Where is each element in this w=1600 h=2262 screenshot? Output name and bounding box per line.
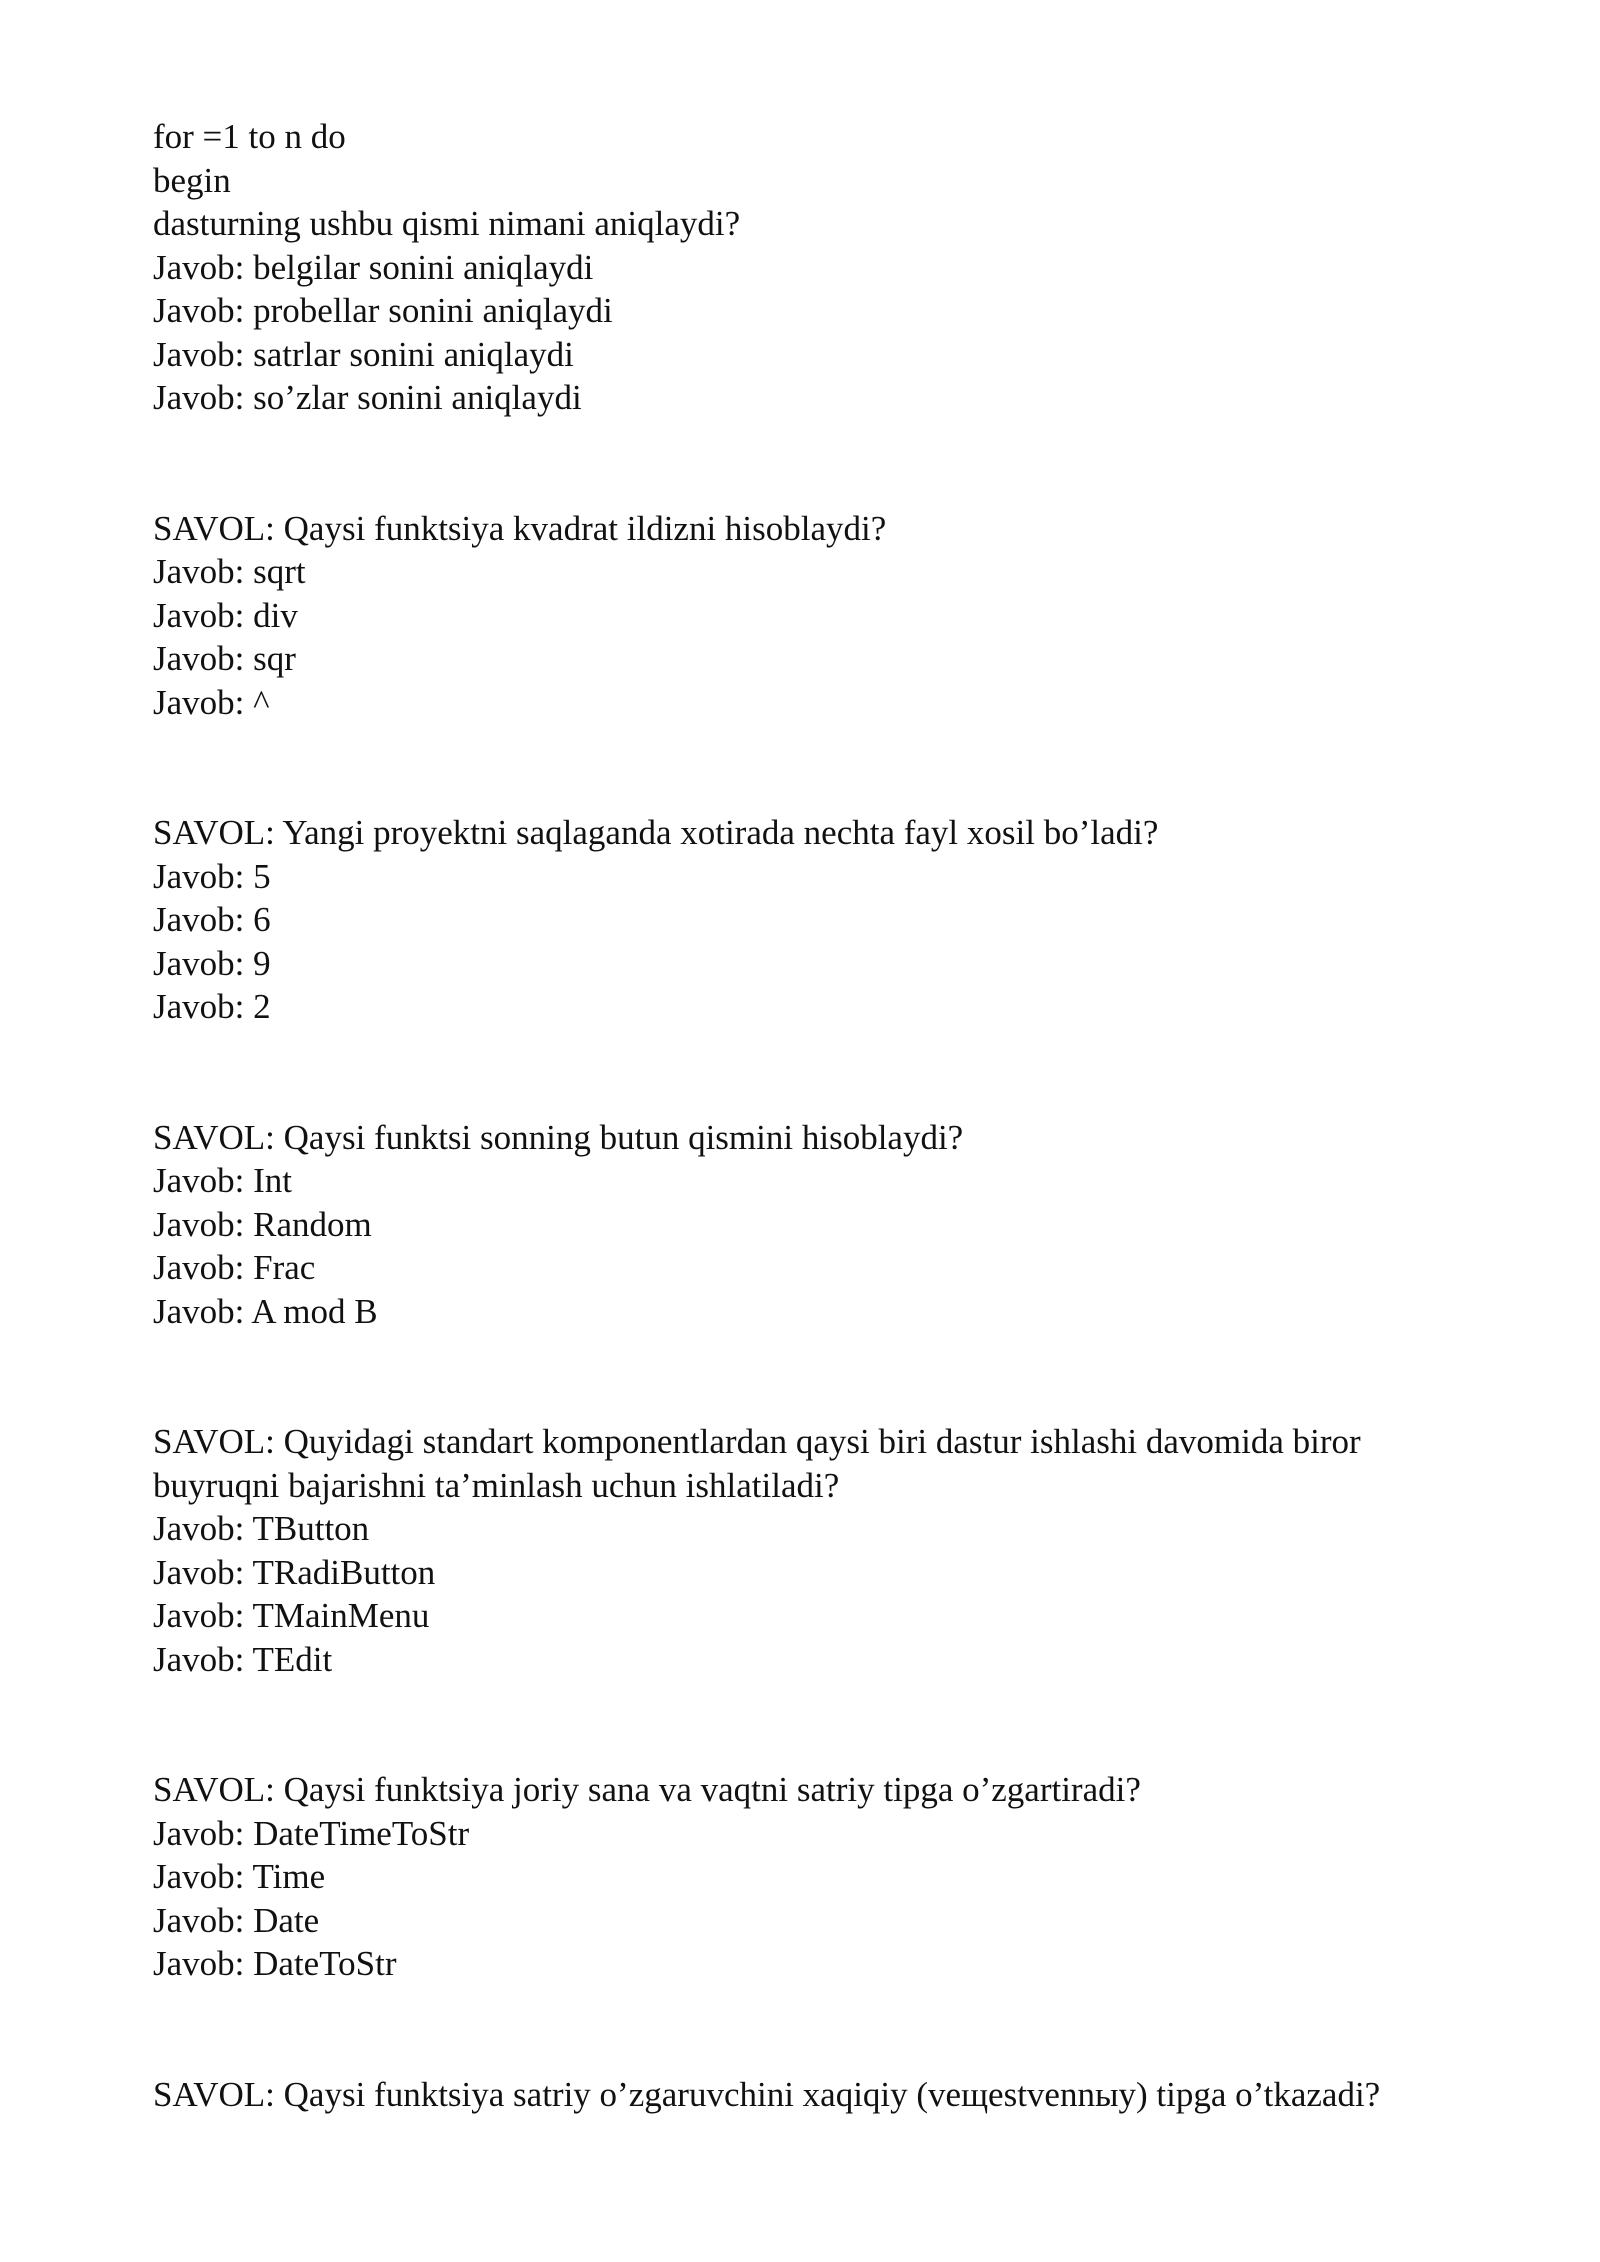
question-block: [153, 507, 1473, 725]
answer-option: Javob: ^: [153, 682, 270, 722]
answer-option: Javob: 5: [153, 856, 271, 896]
answer-option: Javob: TButton: [153, 1509, 370, 1548]
question-text: SAVOL: Qaysi funktsiya kvadrat ildizni hisoblaydi?: [153, 508, 887, 548]
answer-option: Javob: sqrt: [153, 552, 306, 591]
question-text: SAVOL: Qaysi funktsi sonning butun qismini hisoblaydi?: [153, 1117, 964, 1157]
question-block: [153, 1768, 1473, 1986]
answer-option: Javob: Random: [153, 1204, 372, 1244]
answer-option: Javob: sqr: [153, 639, 296, 678]
answer-option: Javob: DateTimeToStr: [153, 1813, 470, 1853]
question-text: SAVOL: Yangi proyektni saqlaganda xotirada nechta fayl xosil bo’ladi?: [153, 813, 1159, 852]
answer-option: Javob: Time: [153, 1857, 326, 1896]
document-body: [153, 115, 1473, 2116]
answer-option: Javob: belgilar sonini aniqlaydi: [153, 247, 594, 287]
answer-option: Javob: 2: [153, 987, 271, 1026]
question-text: SAVOL: Quyidagi standart komponentlardan qaysi biri dastur ishlashi davomida biror: [153, 1422, 1361, 1461]
answer-option: Javob: DateToStr: [153, 1944, 397, 1983]
question-block: [153, 811, 1473, 1029]
question-block: [153, 1116, 1473, 1334]
question-text: dasturning ushbu qismi nimani aniqlaydi?: [153, 204, 741, 243]
answer-option: Javob: 9: [153, 943, 271, 983]
answer-option: Javob: 6: [153, 900, 271, 939]
answer-option: Javob: probellar sonini aniqlaydi: [153, 291, 613, 330]
code-line: for =1 to n do: [153, 117, 346, 156]
answer-option: Javob: A mod B: [153, 1291, 378, 1331]
answer-option: Javob: Int: [153, 1161, 293, 1200]
intro-block: [153, 115, 1473, 420]
answer-option: Javob: so’zlar sonini aniqlaydi: [153, 378, 582, 417]
answer-option: Javob: Frac: [153, 1248, 316, 1287]
answer-option: Javob: TMainMenu: [153, 1596, 430, 1635]
question-block: [153, 2073, 1473, 2117]
question-text-continued: buyruqni bajarishni ta’minlash uchun ishlatiladi?: [153, 1465, 840, 1505]
answer-option: Javob: Date: [153, 1900, 320, 1940]
answer-option: Javob: TRadiButton: [153, 1552, 436, 1592]
question-block: [153, 1420, 1473, 1681]
question-text: SAVOL: Qaysi funktsiya joriy sana va vaqtni satriy tipga o’zgartiradi?: [153, 1770, 1141, 1809]
answer-option: Javob: satrlar sonini aniqlaydi: [153, 334, 574, 374]
question-text: SAVOL: Qaysi funktsiya satriy o’zgaruvchini xaqiqiy (veщestvennыy) tipga o’tkazadi?: [153, 2074, 1381, 2114]
answer-option: Javob: div: [153, 595, 298, 635]
code-line: begin: [153, 160, 231, 200]
answer-option: Javob: TEdit: [153, 1639, 333, 1679]
